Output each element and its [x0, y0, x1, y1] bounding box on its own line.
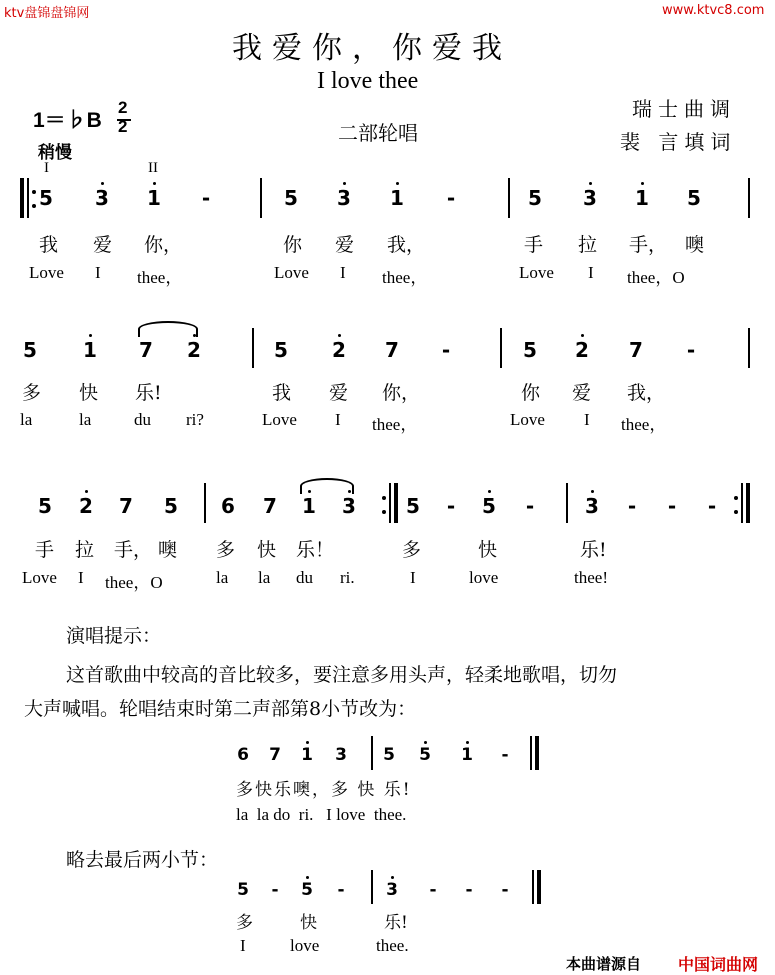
- footer-site-link[interactable]: 中国词曲网: [678, 955, 759, 974]
- lyric-cn: 你，: [382, 382, 421, 404]
- repeat-dot: [382, 496, 386, 500]
- lyric-en: la: [258, 568, 271, 587]
- octave-dot: [581, 334, 584, 337]
- lyric-cn: 快: [257, 539, 277, 561]
- note: 1: [302, 494, 316, 518]
- note: 5: [38, 494, 52, 518]
- note: 6: [221, 494, 235, 518]
- lyric-cn: 我，: [627, 382, 666, 404]
- octave-dot: [348, 490, 351, 493]
- note: 2: [332, 338, 346, 362]
- octave-dot: [338, 334, 341, 337]
- note: 3: [337, 186, 351, 210]
- note: -: [525, 494, 535, 518]
- note: 3: [95, 186, 109, 210]
- lyric-en: thee，: [372, 415, 418, 434]
- note: 5: [687, 186, 701, 210]
- lyric-cn: 噢: [158, 539, 178, 561]
- final-barline-thick: [535, 736, 539, 770]
- lyric-cn: 乐!: [135, 382, 162, 404]
- lyric-cn: 手，: [629, 234, 668, 256]
- lyric-en: thee，O: [105, 573, 163, 592]
- note: 1: [390, 186, 404, 210]
- note: 7: [629, 338, 643, 362]
- lyric-en: la: [20, 410, 33, 429]
- barline: [260, 178, 262, 218]
- lyric-en: thee，: [621, 415, 667, 434]
- octave-dot: [153, 182, 156, 185]
- footer-source-label: 本曲谱源自: [566, 955, 642, 973]
- note: 5: [274, 338, 288, 362]
- lyric-cn: 手，: [114, 539, 153, 561]
- repeat-start-thin: [27, 178, 29, 218]
- lyric-cn: 快: [300, 913, 317, 933]
- lyrics-credit: 裴 言填词: [620, 130, 737, 154]
- lyric-cn: 乐!: [384, 913, 408, 933]
- note: 1: [83, 338, 97, 362]
- lyric-en: ri.: [340, 568, 355, 587]
- note: -: [627, 494, 637, 518]
- note: -: [667, 494, 677, 518]
- repeat-dot: [382, 510, 386, 514]
- lyric-cn: 乐！: [296, 539, 335, 561]
- lyric-en: la: [79, 410, 92, 429]
- lyric-en: thee.: [376, 936, 409, 955]
- note: 5: [23, 338, 37, 362]
- note: -: [707, 494, 717, 518]
- song-subtitle: I love thee: [317, 68, 419, 94]
- note: 5: [284, 186, 298, 210]
- lyric-en: I: [340, 263, 346, 282]
- lyric-en: Love: [22, 568, 57, 587]
- lyric-en: I: [240, 936, 246, 955]
- note: -: [686, 338, 696, 362]
- omit-label: 略去最后两小节：: [66, 849, 219, 871]
- note: 5: [419, 745, 431, 765]
- octave-dot: [589, 182, 592, 185]
- octave-dot: [85, 490, 88, 493]
- lyric-cn: 多: [402, 539, 422, 561]
- note: 5: [39, 186, 53, 210]
- lyric-cn: 多: [236, 913, 253, 933]
- lyric-en: du: [296, 568, 313, 587]
- final-barline-thin: [532, 870, 534, 904]
- lyric-en: ri?: [186, 410, 204, 429]
- octave-dot: [89, 334, 92, 337]
- voice-marker-1: I: [44, 160, 49, 176]
- note: 7: [385, 338, 399, 362]
- lyric-en: I: [78, 568, 84, 587]
- note: 1: [461, 745, 473, 765]
- lyric-cn: 我，: [387, 234, 426, 256]
- lyric-en: Love: [510, 410, 545, 429]
- lyric-en: I: [95, 263, 101, 282]
- note: 3: [583, 186, 597, 210]
- note: 3: [386, 880, 398, 900]
- note: 5: [406, 494, 420, 518]
- barline: [252, 328, 254, 368]
- notes-heading: 演唱提示：: [66, 625, 162, 647]
- repeat-dot: [734, 496, 738, 500]
- tempo-marking: 稍慢: [38, 143, 72, 163]
- lyric-en: Love: [262, 410, 297, 429]
- note: 3: [335, 745, 347, 765]
- song-title: 我爱你，你爱我: [232, 31, 512, 66]
- note: -: [446, 186, 456, 210]
- lyric-en: thee，: [382, 268, 428, 287]
- barline: [371, 870, 373, 904]
- lyric-en: I: [584, 410, 590, 429]
- barline: [500, 328, 502, 368]
- music-credit: 瑞士曲调: [632, 97, 736, 121]
- tie-slur: [138, 321, 198, 337]
- repeat-start-thick: [20, 178, 24, 218]
- round-label: 二部轮唱: [338, 121, 418, 145]
- octave-dot: [424, 741, 427, 744]
- lyric-cn: 爱: [93, 234, 113, 256]
- octave-dot: [591, 490, 594, 493]
- note: 5: [237, 880, 249, 900]
- lyric-cn: 快: [79, 382, 99, 404]
- note: 2: [79, 494, 93, 518]
- note: 5: [528, 186, 542, 210]
- watermark-left: ktv盘锦盘锦网: [4, 6, 90, 21]
- note: 1: [301, 745, 313, 765]
- octave-dot: [396, 182, 399, 185]
- lyric-cn: 爱: [572, 382, 592, 404]
- lyric-en: thee!: [574, 568, 608, 587]
- lyric-en: Love: [519, 263, 554, 282]
- example-1-lyrics-cn: 多快乐噢，多 快 乐!: [236, 780, 412, 800]
- note: -: [501, 880, 509, 900]
- barline: [748, 328, 750, 368]
- lyric-cn: 你: [283, 234, 303, 256]
- barline: [204, 483, 206, 523]
- note: 7: [139, 338, 153, 362]
- final-barline-thick: [537, 870, 541, 904]
- repeat-dot: [32, 204, 36, 208]
- lyric-cn: 拉: [75, 539, 95, 561]
- octave-dot: [488, 490, 491, 493]
- note: -: [201, 186, 211, 210]
- lyric-cn: 我: [39, 234, 59, 256]
- note: 5: [523, 338, 537, 362]
- note: -: [465, 880, 473, 900]
- lyric-cn: 多: [22, 382, 42, 404]
- note: 7: [269, 745, 281, 765]
- octave-dot: [466, 741, 469, 744]
- repeat-end-thin: [389, 483, 391, 523]
- octave-dot: [343, 182, 346, 185]
- octave-dot: [391, 876, 394, 879]
- note: 7: [263, 494, 277, 518]
- note: 2: [575, 338, 589, 362]
- repeat-dot: [734, 510, 738, 514]
- note: 7: [119, 494, 133, 518]
- note: 5: [383, 745, 395, 765]
- final-barline-thin: [530, 736, 532, 770]
- time-bottom: 2: [118, 117, 128, 136]
- lyric-cn: 拉: [578, 234, 598, 256]
- note: -: [337, 880, 345, 900]
- note: 1: [635, 186, 649, 210]
- lyric-cn: 快: [478, 539, 498, 561]
- note: 1: [147, 186, 161, 210]
- barline: [566, 483, 568, 523]
- lyric-en: la: [216, 568, 229, 587]
- note: 5: [164, 494, 178, 518]
- lyric-cn: 乐!: [580, 539, 607, 561]
- notes-line-1: 这首歌曲中较高的音比较多，要注意多用头声，轻柔地歌唱，切勿: [66, 664, 618, 686]
- octave-dot: [101, 182, 104, 185]
- lyric-cn: 你，: [144, 234, 183, 256]
- note: -: [429, 880, 437, 900]
- lyric-cn: 你: [521, 382, 541, 404]
- watermark-right: www.ktvc8.com: [662, 3, 765, 18]
- octave-dot: [193, 334, 196, 337]
- lyric-en: I: [588, 263, 594, 282]
- lyric-cn: 爱: [329, 382, 349, 404]
- repeat-dot: [32, 190, 36, 194]
- note: 3: [342, 494, 356, 518]
- note: -: [271, 880, 279, 900]
- note: 3: [585, 494, 599, 518]
- octave-dot: [308, 490, 311, 493]
- lyric-cn: 爱: [335, 234, 355, 256]
- notes-line-2: 大声喊唱。轮唱结束时第二声部第8小节改为：: [24, 698, 417, 720]
- voice-marker-2: II: [148, 160, 158, 176]
- note: -: [441, 338, 451, 362]
- lyric-en: thee，O: [627, 268, 685, 287]
- lyric-en: I: [410, 568, 416, 587]
- lyric-en: love: [290, 936, 320, 955]
- lyric-en: thee，: [137, 268, 183, 287]
- barline: [371, 736, 373, 770]
- lyric-en: Love: [274, 263, 309, 282]
- time-top: 2: [118, 98, 128, 117]
- octave-dot: [306, 741, 309, 744]
- note: 2: [187, 338, 201, 362]
- lyric-cn: 手: [35, 539, 55, 561]
- note: 5: [482, 494, 496, 518]
- barline: [748, 178, 750, 218]
- note: 6: [237, 745, 249, 765]
- lyric-cn: 噢: [685, 234, 705, 256]
- lyric-en: I: [335, 410, 341, 429]
- repeat-end-thin: [741, 483, 743, 523]
- key-signature: 1＝♭B: [33, 109, 102, 132]
- octave-dot: [641, 182, 644, 185]
- note: -: [446, 494, 456, 518]
- barline: [508, 178, 510, 218]
- note: -: [501, 745, 509, 765]
- note: 5: [301, 880, 313, 900]
- lyric-cn: 多: [216, 539, 236, 561]
- example-1-lyrics-en: la la do ri. I love thee.: [236, 805, 407, 824]
- repeat-end-thick: [394, 483, 398, 523]
- lyric-cn: 手: [524, 234, 544, 256]
- lyric-en: Love: [29, 263, 64, 282]
- repeat-end-thick: [746, 483, 750, 523]
- lyric-en: love: [469, 568, 499, 587]
- lyric-en: du: [134, 410, 151, 429]
- lyric-cn: 我: [272, 382, 292, 404]
- octave-dot: [306, 876, 309, 879]
